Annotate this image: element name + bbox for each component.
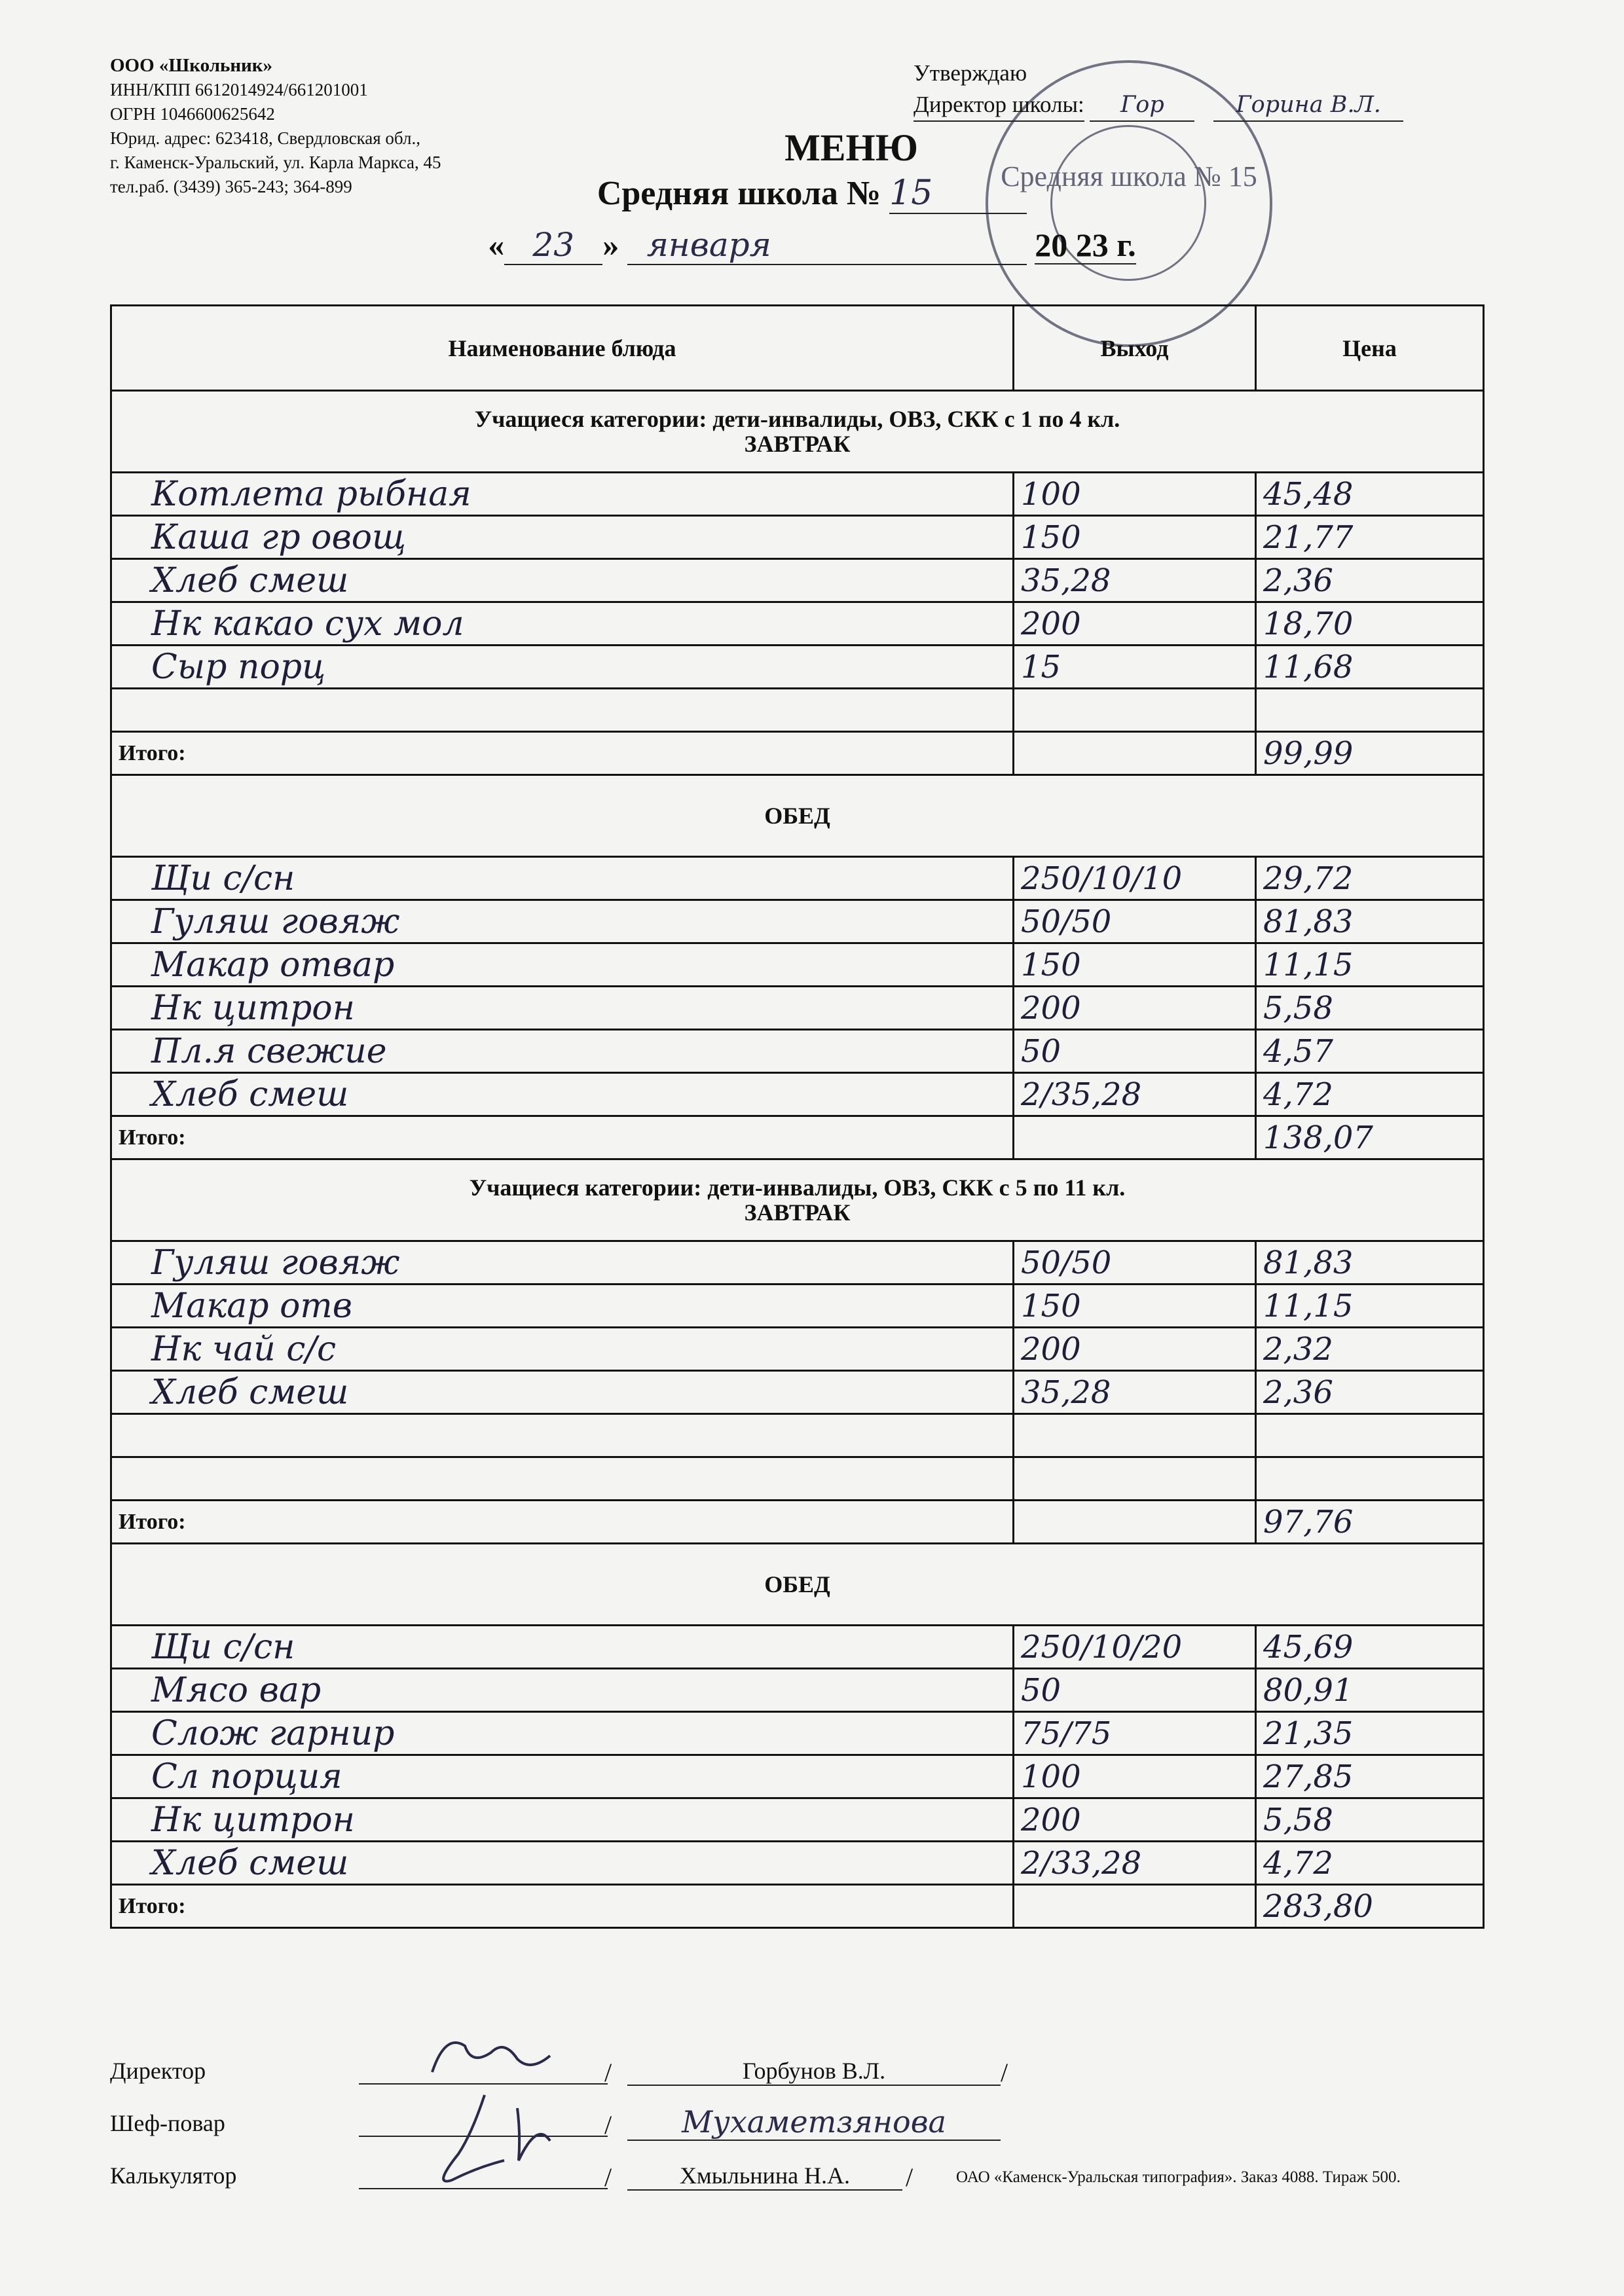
table-row	[111, 943, 1484, 987]
col-name-header: Наименование блюда	[111, 306, 1014, 391]
dish-name: Нк какао сух мол	[111, 602, 1014, 646]
table-row	[111, 987, 1484, 1030]
dish-output	[1014, 689, 1256, 732]
table-row	[111, 1328, 1484, 1371]
section-header	[111, 1544, 1484, 1626]
table-row	[111, 646, 1484, 689]
table-row	[111, 1030, 1484, 1073]
dish-name: Щи с/сн	[111, 857, 1014, 900]
dish-name	[111, 1457, 1014, 1501]
dish-output: 50	[1014, 1669, 1256, 1712]
table-row	[111, 857, 1484, 900]
dish-name: Сыр порц	[111, 646, 1014, 689]
dish-output: 2/33,28	[1014, 1842, 1256, 1885]
table-row	[111, 1457, 1484, 1501]
dish-name: Хлеб смеш	[111, 1073, 1014, 1116]
school-number: 15	[889, 173, 1027, 214]
date-line: « 23 » января 20 23 г.	[488, 226, 1136, 264]
section-header-row	[111, 1159, 1484, 1241]
dish-output	[1014, 1414, 1256, 1457]
total-price: 138,07	[1256, 1116, 1484, 1159]
dish-price: 2,32	[1256, 1328, 1484, 1371]
director-label: Директор	[110, 2058, 206, 2084]
section-header-row	[111, 1544, 1484, 1626]
dish-name: Гуляш говяж	[111, 900, 1014, 943]
dish-price: 27,85	[1256, 1755, 1484, 1798]
dish-price: 45,69	[1256, 1626, 1484, 1669]
dish-output: 2/35,28	[1014, 1073, 1256, 1116]
org-address-line2: г. Каменск-Уральский, ул. Карла Маркса, 45	[110, 153, 441, 172]
dish-output: 150	[1014, 943, 1256, 987]
dish-price	[1256, 689, 1484, 732]
dish-name: Мясо вар	[111, 1669, 1014, 1712]
dish-output: 35,28	[1014, 559, 1256, 602]
total-price: 97,76	[1256, 1501, 1484, 1544]
dish-name: Нк цитрон	[111, 1798, 1014, 1842]
chef-sign-row: Шеф-повар / Мухаметзянова	[110, 2109, 225, 2137]
table-row	[111, 602, 1484, 646]
menu-body	[111, 391, 1484, 1928]
dish-output: 200	[1014, 1328, 1256, 1371]
dish-name: Хлеб смеш	[111, 1371, 1014, 1414]
total-row	[111, 732, 1484, 775]
org-ogrn: ОГРН 1046600625642	[110, 104, 275, 124]
total-output-empty	[1014, 732, 1256, 775]
calc-name: Хмыльнина Н.А.	[627, 2162, 902, 2191]
dish-output: 150	[1014, 1285, 1256, 1328]
dish-output: 100	[1014, 1755, 1256, 1798]
dish-price: 18,70	[1256, 602, 1484, 646]
dish-price: 80,91	[1256, 1669, 1484, 1712]
total-output-empty	[1014, 1116, 1256, 1159]
dish-output: 50/50	[1014, 1241, 1256, 1285]
total-price: 99,99	[1256, 732, 1484, 775]
dish-output: 50	[1014, 1030, 1256, 1073]
dish-price: 81,83	[1256, 1241, 1484, 1285]
table-row	[111, 1241, 1484, 1285]
school-label: Средняя школа №	[597, 175, 881, 212]
dish-price: 45,48	[1256, 473, 1484, 516]
dish-name: Слож гарнир	[111, 1712, 1014, 1755]
category-label: Учащиеся категории: дети-инвалиды, ОВЗ, СКК с 5 по 11 кл.	[469, 1175, 1126, 1201]
meal-title: ЗАВТРАК	[744, 1199, 851, 1226]
total-label: Итого:	[111, 1885, 1014, 1928]
dish-output: 200	[1014, 602, 1256, 646]
calc-sign-row: Калькулятор / Хмыльнина Н.А. /	[110, 2162, 913, 2192]
meal-title: ОБЕД	[764, 803, 830, 829]
meal-title: ОБЕД	[764, 1571, 830, 1597]
total-row	[111, 1885, 1484, 1928]
total-output-empty	[1014, 1885, 1256, 1928]
dish-name: Каша гр овощ	[111, 516, 1014, 559]
dish-name: Пл.я свежие	[111, 1030, 1014, 1073]
table-row	[111, 689, 1484, 732]
org-inn: ИНН/КПП 6612014924/661201001	[110, 80, 368, 100]
table-row	[111, 1285, 1484, 1328]
dish-output: 50/50	[1014, 900, 1256, 943]
calc-label: Калькулятор	[110, 2162, 237, 2189]
total-row	[111, 1501, 1484, 1544]
dish-name	[111, 689, 1014, 732]
chef-name: Мухаметзянова	[627, 2104, 1001, 2141]
approval-block	[913, 58, 1403, 122]
director-sign-row: Директор / Горбунов В.Л. /	[110, 2058, 1008, 2087]
col-price-header: Цена	[1256, 306, 1484, 391]
table-row	[111, 1073, 1484, 1116]
school-line	[0, 173, 1624, 214]
section-header	[111, 391, 1484, 473]
dish-price: 2,36	[1256, 559, 1484, 602]
dish-price: 2,36	[1256, 1371, 1484, 1414]
dish-output: 200	[1014, 987, 1256, 1030]
table-row	[111, 1414, 1484, 1457]
dish-price: 4,57	[1256, 1030, 1484, 1073]
dish-output: 150	[1014, 516, 1256, 559]
footer-note: ОАО «Каменск-Уральская типография». Заказ 4088. Тираж 500.	[956, 2168, 1401, 2186]
dish-name: Макар отв	[111, 1285, 1014, 1328]
org-address: Юрид. адрес: 623418, Свердловская обл.,	[110, 128, 420, 148]
dish-output: 250/10/20	[1014, 1626, 1256, 1669]
director-name: Горбунов В.Л.	[627, 2057, 1001, 2086]
menu-table	[110, 304, 1485, 1929]
dish-price: 81,83	[1256, 900, 1484, 943]
table-row	[111, 1669, 1484, 1712]
dish-price: 21,35	[1256, 1712, 1484, 1755]
dish-price: 11,68	[1256, 646, 1484, 689]
dish-name: Сл порция	[111, 1755, 1014, 1798]
dish-name	[111, 1414, 1014, 1457]
dish-price: 4,72	[1256, 1842, 1484, 1885]
dish-price: 5,58	[1256, 987, 1484, 1030]
dish-name: Хлеб смеш	[111, 1842, 1014, 1885]
dish-price: 5,58	[1256, 1798, 1484, 1842]
dish-price: 4,72	[1256, 1073, 1484, 1116]
meal-title: ЗАВТРАК	[744, 431, 851, 457]
table-row	[111, 1755, 1484, 1798]
dish-output: 200	[1014, 1798, 1256, 1842]
dish-output	[1014, 1457, 1256, 1501]
dish-name: Макар отвар	[111, 943, 1014, 987]
approve-signature: Гор	[1090, 89, 1194, 122]
table-row	[111, 1626, 1484, 1669]
dish-name: Нк цитрон	[111, 987, 1014, 1030]
approve-label: Утверждаю	[913, 60, 1027, 86]
section-header	[111, 1159, 1484, 1241]
section-header-row	[111, 775, 1484, 857]
dish-price: 29,72	[1256, 857, 1484, 900]
section-header	[111, 775, 1484, 857]
table-row	[111, 900, 1484, 943]
category-label: Учащиеся категории: дети-инвалиды, ОВЗ, СКК с 1 по 4 кл.	[474, 406, 1120, 432]
dish-output: 250/10/10	[1014, 857, 1256, 900]
total-label: Итого:	[111, 732, 1014, 775]
table-row	[111, 516, 1484, 559]
total-row	[111, 1116, 1484, 1159]
total-price: 283,80	[1256, 1885, 1484, 1928]
total-output-empty	[1014, 1501, 1256, 1544]
chef-label: Шеф-повар	[110, 2110, 225, 2136]
section-header-row	[111, 391, 1484, 473]
org-name: ООО «Школьник»	[110, 55, 272, 76]
date-day: 23	[504, 226, 602, 265]
dish-name: Нк чай с/с	[111, 1328, 1014, 1371]
dish-price: 11,15	[1256, 1285, 1484, 1328]
approve-role: Директор школы:	[913, 89, 1084, 122]
table-row	[111, 473, 1484, 516]
stamp-text: Средняя школа № 15	[1001, 160, 1257, 192]
dish-name: Щи с/сн	[111, 1626, 1014, 1669]
dish-output: 35,28	[1014, 1371, 1256, 1414]
dish-price	[1256, 1457, 1484, 1501]
dish-name: Хлеб смеш	[111, 559, 1014, 602]
table-header-row	[111, 306, 1484, 391]
approve-name: Горина В.Л.	[1213, 89, 1403, 122]
dish-output: 100	[1014, 473, 1256, 516]
table-row	[111, 1371, 1484, 1414]
date-year: 20 23 г.	[1035, 227, 1136, 263]
page-title: МЕНЮ	[784, 126, 918, 169]
dish-price	[1256, 1414, 1484, 1457]
dish-output: 15	[1014, 646, 1256, 689]
dish-name: Котлета рыбная	[111, 473, 1014, 516]
col-output-header: Выход	[1014, 306, 1256, 391]
table-row	[111, 1712, 1484, 1755]
org-phone: тел.раб. (3439) 365-243; 364-899	[110, 177, 352, 196]
total-label: Итого:	[111, 1501, 1014, 1544]
total-label: Итого:	[111, 1116, 1014, 1159]
table-row	[111, 1842, 1484, 1885]
dish-output: 75/75	[1014, 1712, 1256, 1755]
dish-price: 21,77	[1256, 516, 1484, 559]
table-row	[111, 1798, 1484, 1842]
chef-signature	[406, 2082, 576, 2193]
table-row	[111, 559, 1484, 602]
date-month: января	[627, 226, 1027, 265]
dish-price: 11,15	[1256, 943, 1484, 987]
dish-name: Гуляш говяж	[111, 1241, 1014, 1285]
